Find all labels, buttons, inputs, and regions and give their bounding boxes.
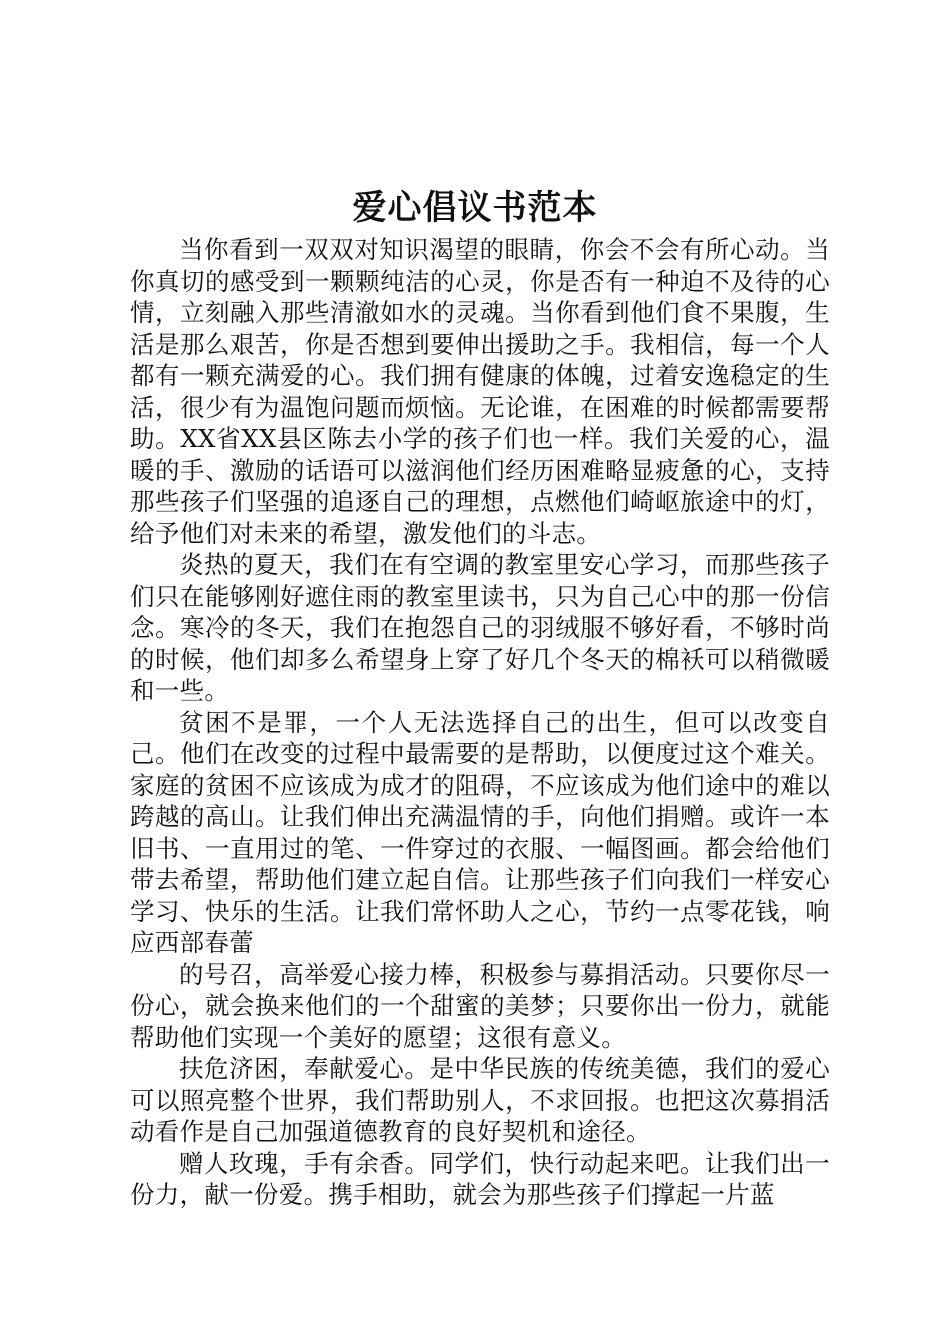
paragraph-5: 扶危济困，奉献爱心。是中华民族的传统美德，我们的爱心可以照亮整个世界，我们帮助别人，不求回报。也把这次募捐活动看作是自己加强道德教育的良好契机和途径。: [130, 1054, 830, 1146]
paragraph-6: 赠人玫瑰，手有余香。同学们，快行动起来吧。让我们出一份力，献一份爱。携手相助，就会为那些孩子们撑起一片蓝: [130, 1148, 830, 1209]
paragraph-3: 贫困不是罪，一个人无法选择自己的出生，但可以改变自己。他们在改变的过程中最需要的是帮助，以便度过这个难关。家庭的贫困不应该成为成才的阻碍，不应该成为他们途中的难以跨越的高山。让我们伸出充满温情的手，向他们捐赠。或许一本旧书、一直用过的笔、一件穿过的衣服、一幅图画。都会给他们带去希望，帮助他们建立起自信。让那些孩子们向我们一样安心学习、快乐的生活。让我们常怀助人之心，节约一点零花钱，响应西部春蕾: [130, 707, 830, 957]
paragraph-4: 的号召，高举爱心接力棒，积极参与募捐活动。只要你尽一份心，就会换来他们的一个甜蜜的美梦；只要你出一份力，就能帮助他们实现一个美好的愿望；这很有意义。: [130, 959, 830, 1052]
document-body: [130, 234, 830, 1211]
paragraph-1: 当你看到一双双对知识渴望的眼睛，你会不会有所心动。当你真切的感受到一颗颗纯洁的心灵，你是否有一种迫不及待的心情，立刻融入那些清澈如水的灵魂。当你看到他们食不果腹，生活是那么艰苦，你是否想到要伸出援助之手。我相信，每一个人都有一颗充满爱的心。我们拥有健康的体魄，过着安逸稳定的生活，很少有为温饱问题而烦恼。无论谁，在困难的时候都需要帮助。XX省XX县区陈去小学的孩子们也一样。我们关爱的心，温暖的手、激励的话语可以滋润他们经历困难略显疲惫的心，支持那些孩子们坚强的追逐自己的理想，点燃他们崎岖旅途中的灯，给予他们对未来的希望，激发他们的斗志。: [130, 235, 830, 548]
document-title: 爱心倡议书范本: [352, 188, 598, 228]
paragraph-2: 炎热的夏天，我们在有空调的教室里安心学习，而那些孩子们只在能够刚好遮住雨的教室里读书，只为自己心中的那一份信念。寒冷的冬天，我们在抱怨自己的羽绒服不够好看，不够时尚的时候，他们却多么希望身上穿了好几个冬天的棉袄可以稍微暖和一些。: [130, 550, 830, 705]
